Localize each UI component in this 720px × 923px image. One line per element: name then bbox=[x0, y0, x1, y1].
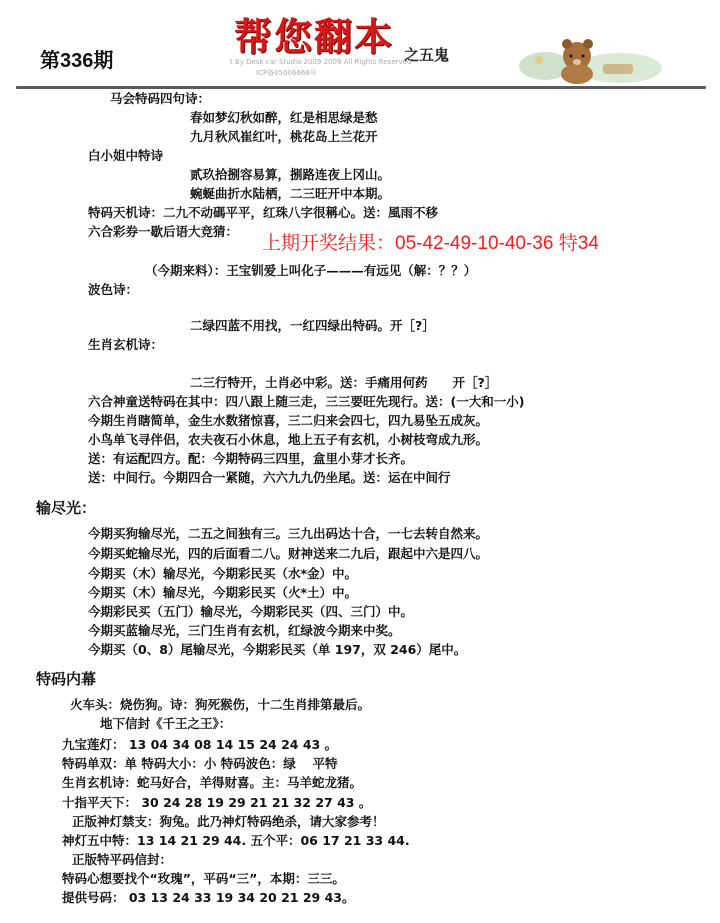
text-line: 蜿蜒曲折水陆栖，二三旺开中本期。 bbox=[190, 186, 391, 201]
text-line: 春如梦幻秋如醉，红是相思绿是愁 bbox=[190, 110, 378, 125]
header-divider bbox=[16, 86, 706, 89]
text-line: 六合神童送特码在其中：四八跟上随三走，三三要旺先现行。送：(一大和一小) bbox=[88, 394, 525, 409]
text-line: 正版神灯禁支：狗兔。此乃神灯特码绝杀，请大家参考！ bbox=[72, 814, 385, 829]
last-draw-result: 上期开奖结果：05-42-49-10-40-36 特34 bbox=[262, 233, 599, 254]
text-line: 今期买（木）输尽光，今期彩民买（水*金）中。 bbox=[88, 566, 358, 581]
text-line: 小鸟单飞寻伴侣，农夫夜石小休息，地上五子有玄机，小树枝弯成九形。 bbox=[88, 432, 489, 447]
text-line: 正版特平码信封： bbox=[72, 852, 173, 867]
teddy-bear-decoration-icon bbox=[515, 16, 665, 86]
text-line: 十指平天下： 30 24 28 19 29 21 21 32 27 43 。 bbox=[62, 795, 372, 810]
section-heading: 输尽光： bbox=[36, 499, 97, 517]
text-line: 特码单双：单 特码大小：小 特码波色：绿 平特 bbox=[62, 756, 338, 771]
text-line: 今期彩民买（五门）输尽光，今期彩民买（四、三门）中。 bbox=[88, 604, 414, 619]
text-line: 二三行特开，土肖必中彩。送：手痛用何药 开［?］ bbox=[190, 375, 498, 390]
logo-copyright: t By Desk car Studio 2009 2009 All Rights Reserved bbox=[230, 58, 412, 66]
text-line: 今期买蛇输尽光，四的后面看二八。财神送来二九后，跟起中六是四八。 bbox=[88, 546, 489, 561]
text-line: 六合彩券一歇后语大竞猜： bbox=[88, 224, 239, 239]
logo-icp: ICP备05006668号 bbox=[256, 69, 317, 77]
text-line: 地下信封《千王之王》： bbox=[100, 716, 232, 731]
text-line: 今期买（木）输尽光，今期彩民买（火*土）中。 bbox=[88, 585, 358, 600]
text-line: 今期买（0、8）尾输尽光，今期彩民买（单 197，双 246）尾中。 bbox=[88, 642, 467, 657]
text-line: 特码心想要找个“玫瑰”，平码“三”，本期：三三。 bbox=[62, 871, 345, 886]
text-line: 贰玖拾捌容易算，捌路连夜上冈山。 bbox=[190, 167, 391, 182]
text-line: 波色诗： bbox=[88, 282, 139, 297]
site-logo bbox=[226, 4, 526, 86]
text-line: 神灯五中特：13 14 21 29 44. 五个平：06 17 21 33 44. bbox=[62, 833, 410, 848]
text-line: 今期生肖瞎简单，金生水数猪惊喜，三二归来会四七，四九易坠五成灰。 bbox=[88, 413, 489, 428]
text-line: 九月秋风崔红叶，桃花岛上兰花开 bbox=[190, 129, 378, 144]
logo-subtitle: 之五鬼 bbox=[404, 46, 450, 64]
text-line: 今期买狗输尽光，二五之间独有三。三九出码达十合，一七去转自然来。 bbox=[88, 526, 489, 541]
text-line: 送：中间行。今期四合一紧随，六六九九仍坐尾。送：运在中间行 bbox=[88, 470, 451, 485]
logo-title: 帮您翻本 bbox=[234, 14, 395, 59]
text-line: 送：有运配四方。配：今期特码三四里，盒里小芽才长齐。 bbox=[88, 451, 414, 466]
text-line: 提供号码： 03 13 24 33 19 34 20 21 29 43。 bbox=[62, 890, 355, 905]
text-line: 今期买蓝输尽光，三门生肖有玄机，红绿波今期来中奖。 bbox=[88, 623, 401, 638]
text-line: 生肖玄机诗： bbox=[88, 337, 164, 352]
text-line: （今期来料）：王宝钏爱上叫化子———有远见（解：？？） bbox=[145, 263, 477, 278]
text-line: 九宝莲灯： 13 04 34 08 14 15 24 24 43 。 bbox=[62, 737, 338, 752]
issue-number: 第336期 bbox=[40, 50, 114, 72]
text-line: 二绿四蓝不用找，一红四绿出特码。开［?］ bbox=[190, 318, 435, 333]
text-line: 生肖玄机诗：蛇马好合，羊得财喜。主：马羊蛇龙猪。 bbox=[62, 775, 363, 790]
section-heading: 特码内幕 bbox=[36, 670, 97, 688]
text-line: 特码天机诗：二九不动碼平平，红珠八字很稱心。送：風雨不移 bbox=[88, 205, 439, 220]
text-line: 马会特码四句诗： bbox=[110, 91, 211, 106]
text-line: 火车头：烧伤狗。诗：狗死猴伤，十二生肖排第最后。 bbox=[70, 697, 371, 712]
text-line: 白小姐中特诗 bbox=[88, 148, 164, 163]
